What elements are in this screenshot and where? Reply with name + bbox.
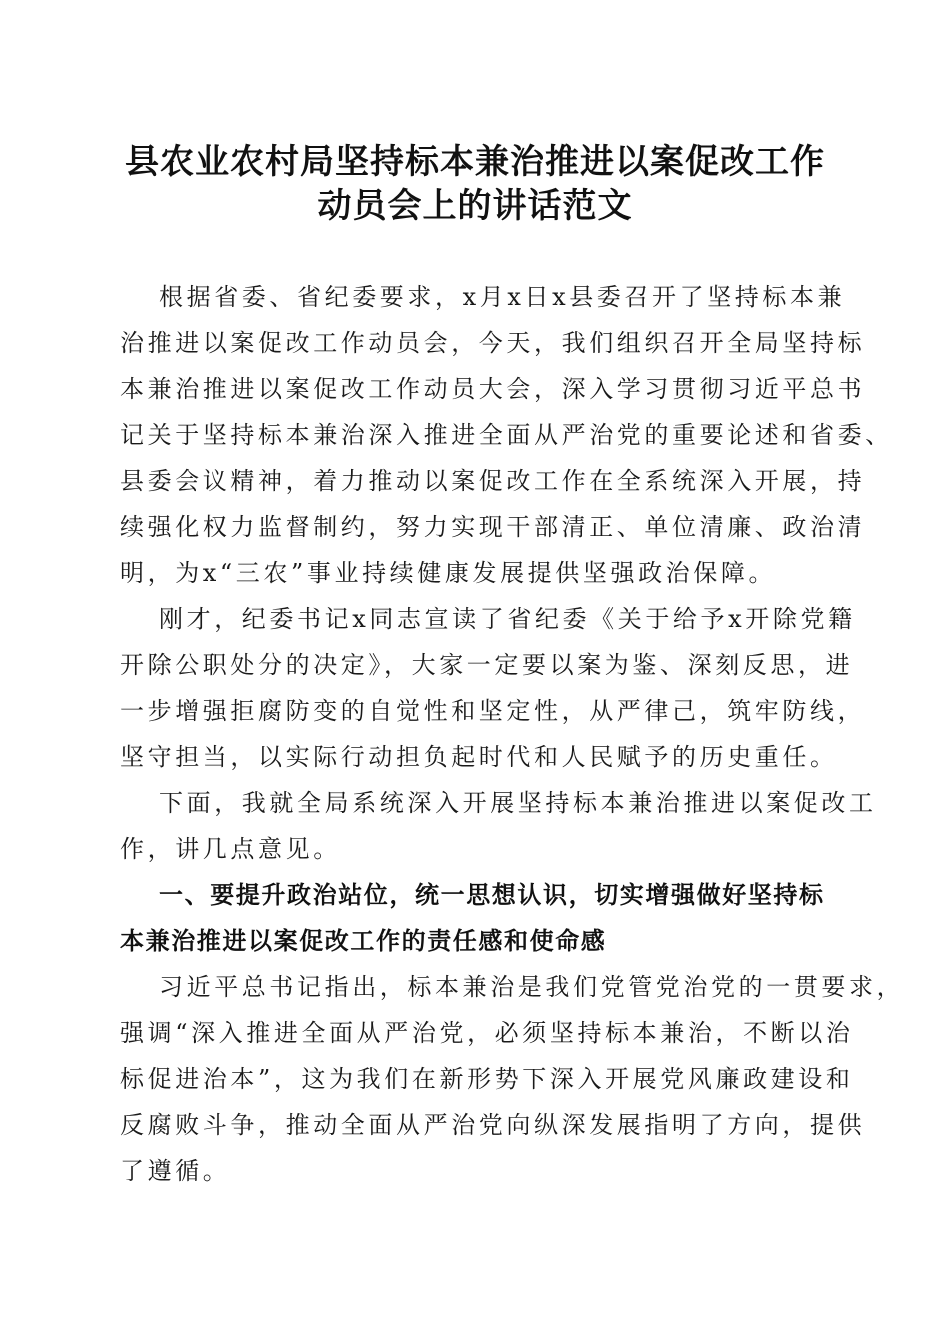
paragraph-2-line-4: 坚守担当，以实际行动担负起时代和人民赋予的历史重任。 (120, 743, 838, 771)
section-heading-line-1: 一、要提升政治站位，统一思想认识，切实增强做好坚持标 (159, 881, 825, 909)
paragraph-4-line-2: 强调“深入推进全面从严治党，必须坚持标本兼治，不断以治 (120, 1019, 854, 1047)
paragraph-1-line-6: 续强化权力监督制约，努力实现干部清正、单位清廉、政治清 (120, 513, 866, 541)
paragraph-3-line-2: 作，讲几点意见。 (120, 835, 341, 863)
paragraph-3-line-1: 下面，我就全局系统深入开展坚持标本兼治推进以案促改工 (159, 789, 877, 817)
paragraph-4-line-3: 标促进治本”，这为我们在新形势下深入开展党风廉政建设和 (120, 1065, 854, 1093)
paragraph-1-line-3: 本兼治推进以案促改工作动员大会，深入学习贯彻习近平总书 (120, 375, 866, 403)
document-title-line-2: 动员会上的讲话范文 (317, 186, 633, 226)
section-heading-line-2: 本兼治推进以案促改工作的责任感和使命感 (120, 927, 607, 955)
paragraph-1-line-5: 县委会议精神，着力推动以案促改工作在全系统深入开展，持 (120, 467, 866, 495)
paragraph-1-line-2: 治推进以案促改工作动员会，今天，我们组织召开全局坚持标 (120, 329, 866, 357)
paragraph-2-line-1: 刚才，纪委书记x同志宣读了省纪委《关于给予x开除党籍 (159, 605, 856, 633)
paragraph-1-line-7: 明，为x“三农”事业持续健康发展提供坚强政治保障。 (120, 559, 777, 587)
paragraph-1-line-4: 记关于坚持标本兼治深入推进全面从严治党的重要论述和省委、 (120, 421, 893, 449)
paragraph-1-line-1: 根据省委、省纪委要求，x月x日x县委召开了坚持标本兼 (159, 283, 846, 311)
paragraph-2-line-3: 一步增强拒腐防变的自觉性和坚定性，从严律己，筑牢防线， (120, 697, 866, 725)
paragraph-4-line-1: 习近平总书记指出，标本兼治是我们党管党治党的一贯要求， (159, 973, 905, 1001)
paragraph-2-line-2: 开除公职处分的决定》，大家一定要以案为鉴、深刻反思，进 (120, 651, 854, 679)
document-title-line-1: 县农业农村局坚持标本兼治推进以案促改工作 (125, 142, 825, 182)
paragraph-4-line-4: 反腐败斗争，推动全面从严治党向纵深发展指明了方向，提供 (120, 1111, 866, 1139)
paragraph-4-line-5: 了遵循。 (120, 1157, 231, 1185)
